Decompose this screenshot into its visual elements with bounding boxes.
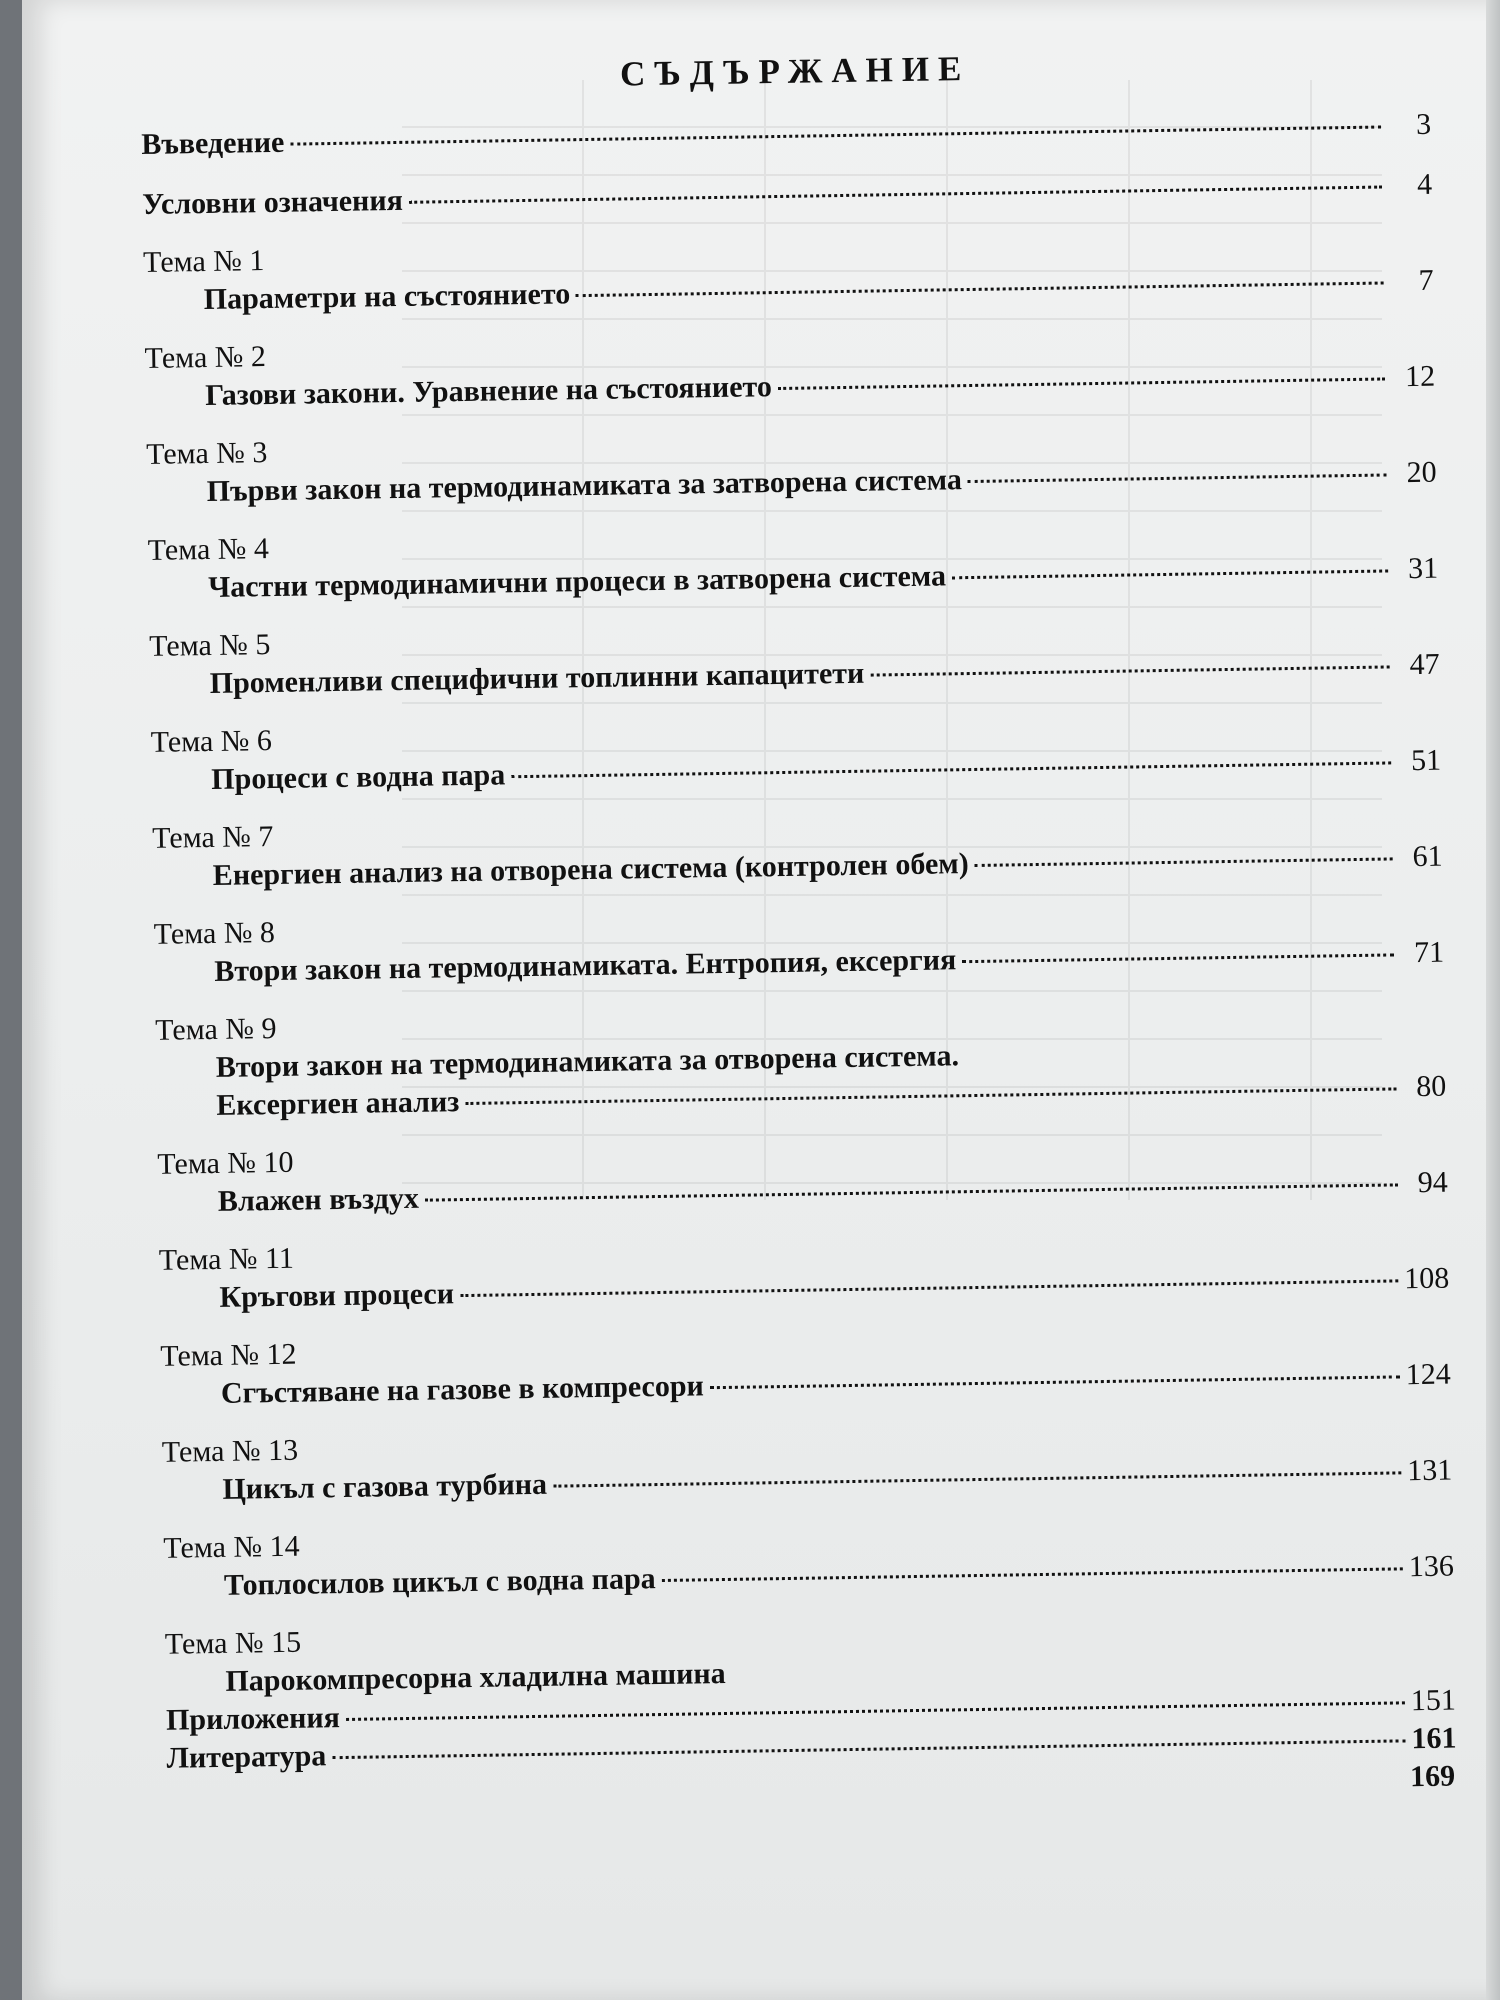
toc-entry-title: Енергиен анализ на отворена система (контролен обем) [212,847,969,892]
toc-page-number: 80 [1415,1069,1447,1104]
dot-leader [425,1183,1398,1201]
toc-entry-title: Параметри на състоянието [203,277,571,317]
topic-label: Тема № 4 [147,532,270,567]
topic-label: Тема № 12 [160,1337,297,1373]
toc-entry-title: Влажен въздух [217,1181,420,1218]
toc-entry-intro [141,106,1431,164]
toc-entry-notation [142,166,1432,224]
dot-leader [465,1087,1396,1105]
dot-leader [511,761,1391,778]
dot-leader [962,953,1394,963]
toc-page-number: 124 [1405,1357,1452,1392]
toc-page-number: 71 [1413,935,1445,970]
dot-leader [975,857,1393,867]
toc-entry-title: Условни означения [141,183,404,221]
dot-leader [778,377,1385,390]
dot-leader [576,281,1383,297]
topic-label: Тема № 14 [163,1529,300,1565]
toc-entry-title: Въведение [141,125,285,161]
topic-label: Тема № 11 [158,1241,295,1277]
page-title: СЪДЪРЖАНИЕ [619,48,971,94]
toc-page-number: 47 [1409,647,1440,682]
toc-page-number: 12 [1404,359,1436,394]
topic-label: Тема № 8 [153,915,276,951]
toc-page-number: 94 [1417,1165,1449,1200]
toc-page-number: 51 [1410,743,1442,778]
dot-leader [290,126,1381,146]
toc-entry-title: Сгъстяване на газове в компресори [220,1369,705,1410]
dot-leader [710,1375,1400,1389]
dot-leader [460,1279,1398,1297]
toc-page-number: 131 [1407,1453,1453,1488]
toc-entry-title: Ексергиен анализ [216,1085,460,1122]
toc-page-number: 161 [1411,1721,1457,1756]
topic-label: Тема № 9 [154,1011,277,1047]
dot-leader [553,1471,1401,1487]
toc-page-number: 3 [1415,107,1432,141]
topic-label: Тема № 7 [151,820,274,855]
toc-entry-title: Приложения [165,1701,341,1737]
toc-entry-title: Цикъл с газова турбина [222,1467,548,1506]
dot-leader [952,569,1388,579]
book-page [22,0,1500,2000]
topic-label: Тема № 3 [145,436,268,471]
toc-entry-title: Топлосилов цикъл с водна пара [223,1562,656,1602]
toc-page-number: 7 [1418,263,1434,297]
topic-label: Тема № 10 [157,1145,294,1181]
topic-label: Тема № 2 [144,340,267,375]
topic-label: Тема № 15 [164,1625,302,1661]
toc-page-number: 151 [1410,1683,1457,1718]
toc-entry-title: Процеси с водна пара [211,758,506,796]
topic-label: Тема № 5 [148,628,271,663]
toc-entry-title: Частни термодинамични процеси в затворена система [208,559,947,604]
dot-leader [870,665,1389,676]
toc-page-number-last: 169 [1409,1759,1456,1794]
table-of-contents [140,42,1457,1816]
page-edge [1486,0,1500,2000]
dot-leader [332,1739,1405,1759]
toc-page-number: 136 [1408,1549,1455,1584]
toc-entry-title: Литература [166,1739,327,1775]
topic-label: Тема № 1 [142,244,265,279]
toc-entry-title-topic-15: Парокомпресорна хладилна машина [225,1657,726,1698]
topic-label: Тема № 6 [150,724,273,759]
toc-page-number: 31 [1407,551,1439,586]
toc-entry-title-line1: Втори закон на термодинамиката за отворена система. [215,1039,960,1084]
toc-entry-title: Втори закон на термодинамиката. Ентропия, ексергия [214,943,957,988]
toc-entry-title: Кръгови процеси [219,1277,455,1314]
toc-entry-title: Променливи специфични топлинни капацитети [209,656,865,700]
dot-leader [409,186,1382,204]
dot-leader [346,1701,1405,1721]
dot-leader [968,473,1387,483]
topic-label: Тема № 13 [161,1433,299,1469]
toc-entry-title: Първи закон на термодинамиката за затворена система [206,463,963,509]
toc-page-number: 108 [1404,1261,1450,1296]
dot-leader [662,1567,1403,1582]
toc-page-number: 4 [1416,167,1433,201]
toc-page-number: 20 [1406,455,1437,490]
toc-entry-title: Газови закони. Уравнение на състоянието [204,370,773,413]
toc-page-number: 61 [1412,839,1443,874]
